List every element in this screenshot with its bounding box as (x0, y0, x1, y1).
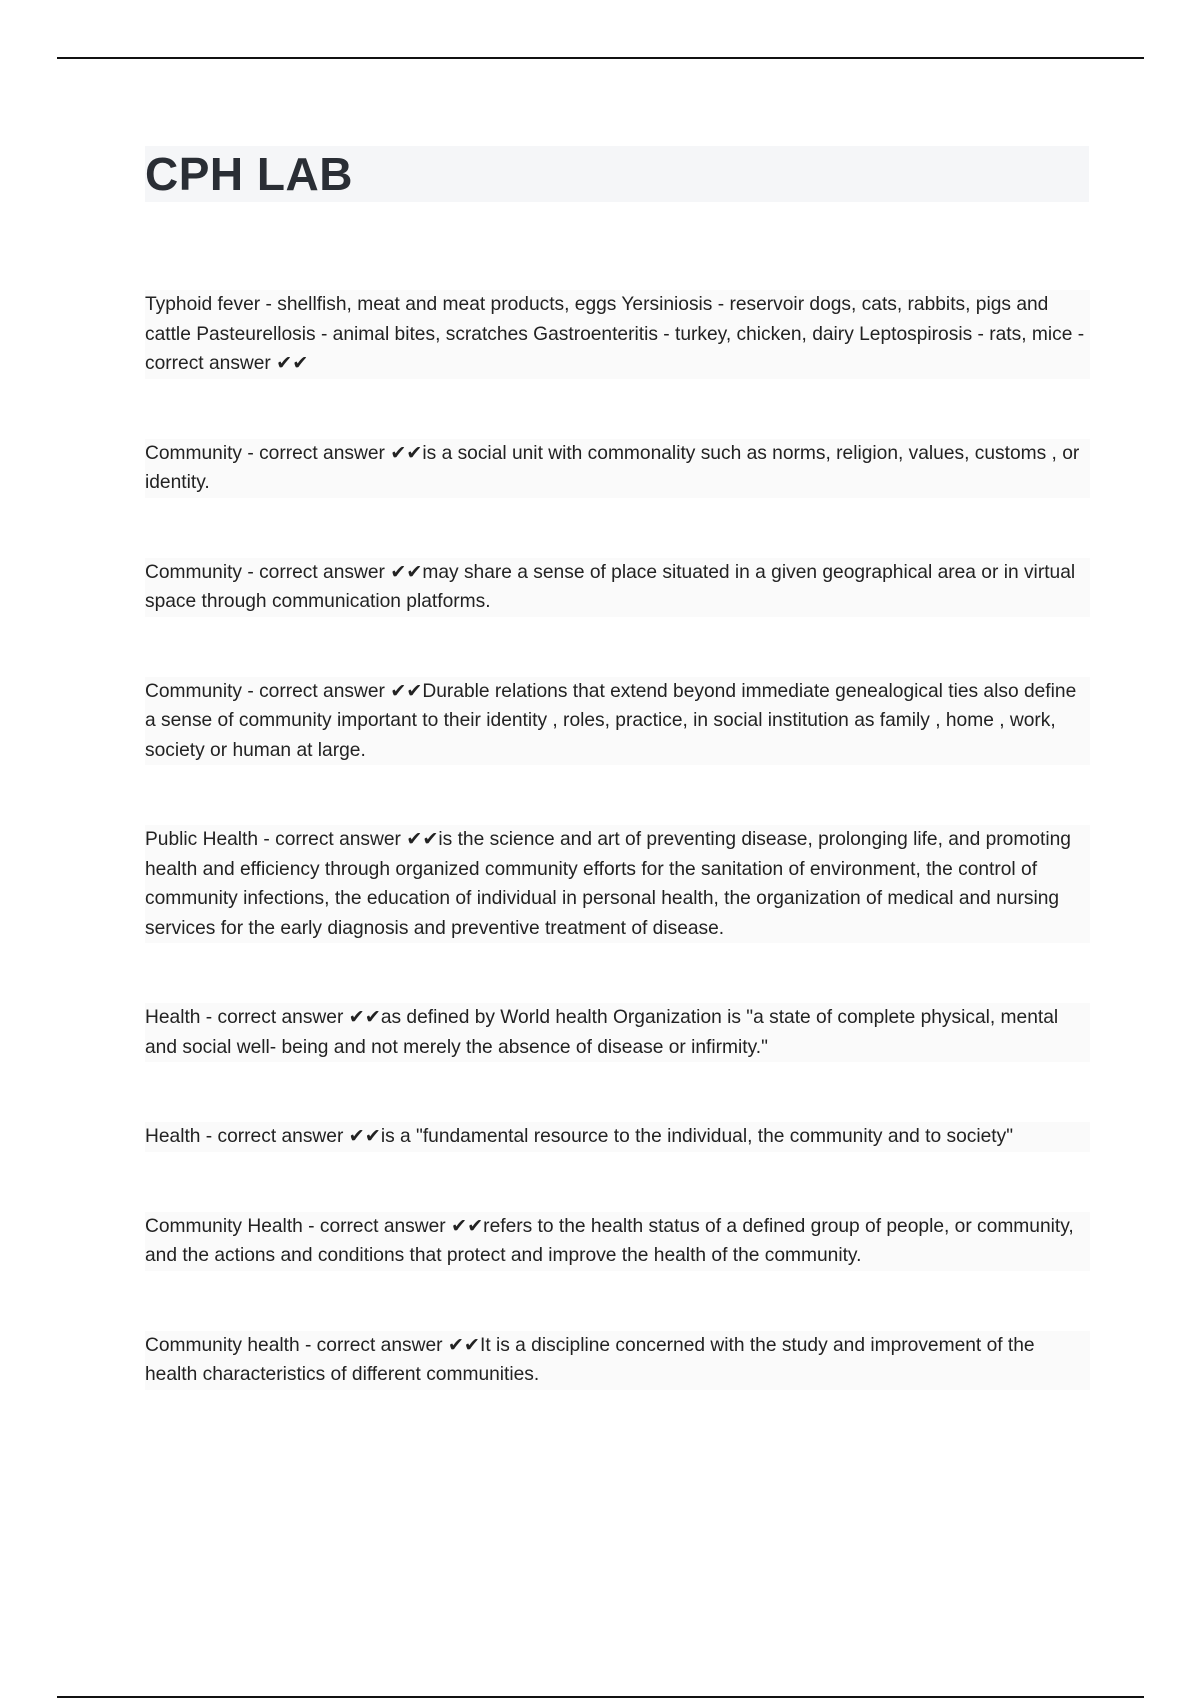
qa-entry: Health - correct answer ✔✔is a "fundamental resource to the individual, the community and to society" (145, 1122, 1090, 1152)
top-divider (57, 57, 1144, 59)
qa-entry: Community - correct answer ✔✔Durable relations that extend beyond immediate genealogical ties also define a sense of community important to their identity , roles, practice, in social institution as family , home , work, society or human at large. (145, 677, 1090, 766)
qa-entry: Community - correct answer ✔✔may share a sense of place situated in a given geographical area or in virtual space through communication platforms. (145, 558, 1090, 617)
qa-list (145, 290, 1090, 1390)
qa-entry: Community - correct answer ✔✔is a social unit with commonality such as norms, religion, values, customs , or identity. (145, 439, 1090, 498)
qa-entry: Typhoid fever - shellfish, meat and meat products, eggs Yersiniosis - reservoir dogs, cats, rabbits, pigs and cattle Pasteurellosis - animal bites, scratches Gastroenteritis - turkey, chicken, dairy Leptospirosis - rats, mice - correct answer ✔✔ (145, 290, 1090, 379)
qa-entry: Community health - correct answer ✔✔It is a discipline concerned with the study and improvement of the health characteristics of different communities. (145, 1331, 1090, 1390)
page-title: CPH LAB (145, 148, 353, 200)
title-banner (145, 146, 1089, 202)
qa-entry: Health - correct answer ✔✔as defined by World health Organization is "a state of complete physical, mental and social well- being and not merely the absence of disease or infirmity." (145, 1003, 1090, 1062)
qa-entry: Community Health - correct answer ✔✔refers to the health status of a defined group of people, or community, and the actions and conditions that protect and improve the health of the community. (145, 1212, 1090, 1271)
qa-entry: Public Health - correct answer ✔✔is the science and art of preventing disease, prolonging life, and promoting health and efficiency through organized community efforts for the sanitation of environment, the control of community infections, the education of individual in personal health, the organization of medical and nursing services for the early diagnosis and preventive treatment of disease. (145, 825, 1090, 943)
bottom-divider (57, 1696, 1144, 1698)
